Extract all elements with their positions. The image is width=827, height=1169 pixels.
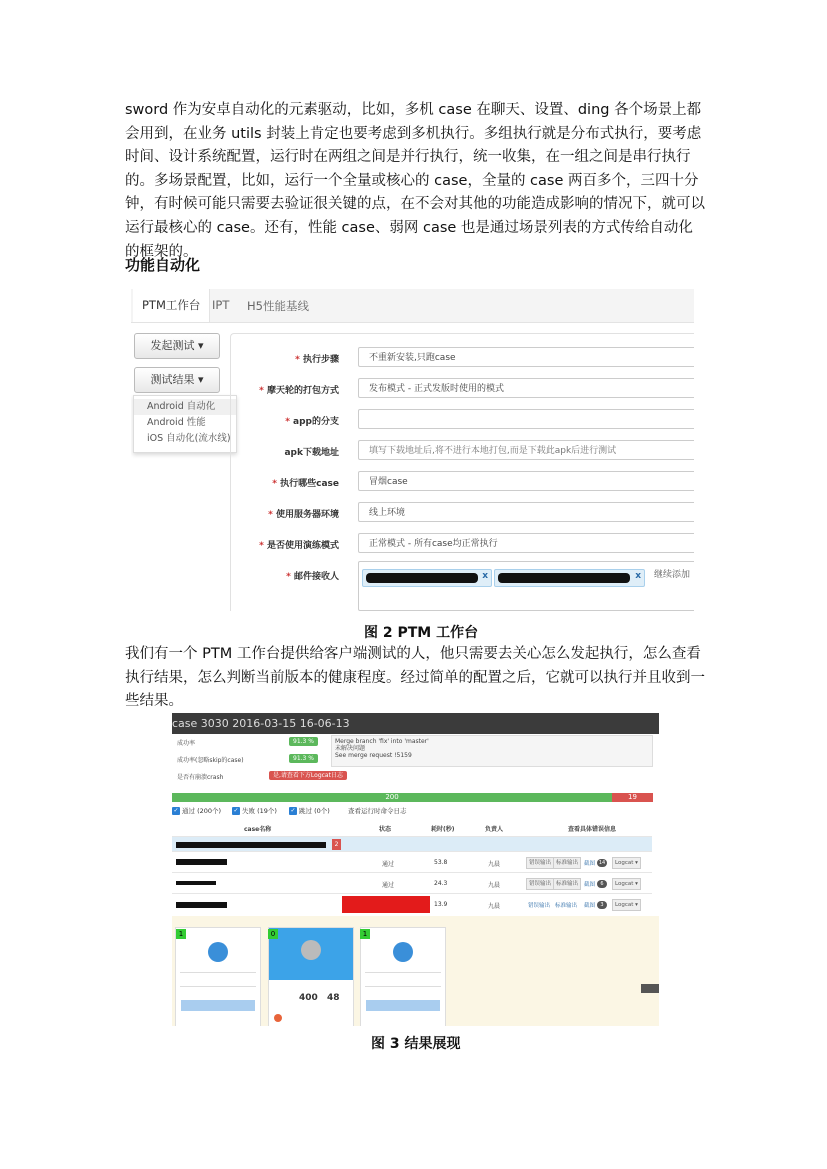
case-status: 通过 xyxy=(382,882,395,889)
screenshot-index-badge: 1 xyxy=(176,929,186,939)
scroll-handle[interactable] xyxy=(641,984,659,993)
screenshot-link[interactable]: 截图 xyxy=(584,861,596,867)
group-row[interactable] xyxy=(172,836,652,852)
dropdown-item-android-auto[interactable]: Android 自动化 xyxy=(134,399,236,415)
case-owner: 九晨 xyxy=(488,903,501,910)
filter-pass-checkbox[interactable]: ✓ 通过 (200个) xyxy=(173,807,222,815)
commit-message: Merge branch 'fix' into 'master' 未解决问题 See merge request !5159 xyxy=(331,735,653,767)
case-select[interactable]: 冒烟case xyxy=(358,471,694,491)
filter-skip-checkbox[interactable]: ✓ 跳过 (0个) xyxy=(290,807,330,815)
device-screenshot[interactable] xyxy=(268,927,354,1026)
success-rate-badge: 91.3 % xyxy=(289,754,318,763)
field-label: * app的分支 xyxy=(285,417,339,427)
exec-steps-select[interactable]: 不重新安装,只跑case xyxy=(358,347,694,367)
table-row xyxy=(172,851,652,873)
screenshot-count: 3 xyxy=(597,901,607,909)
report-title-bar: case 3030 2016-03-15 16-06-13 xyxy=(172,713,659,734)
results-dropdown xyxy=(133,395,237,453)
field-label: * 摩天轮的打包方式 xyxy=(259,386,339,396)
device-screenshot[interactable] xyxy=(360,927,446,1026)
app-branch-input[interactable] xyxy=(358,409,694,429)
case-time: 24.3 xyxy=(434,880,448,887)
figure-2-caption: 图 2 PTM 工作台 xyxy=(364,625,479,641)
column-header: 耗时(秒) xyxy=(431,826,455,833)
app-logo-icon xyxy=(208,942,228,962)
pass-progress-bar: 200 xyxy=(172,793,612,802)
stat-label: 是否有崩溃crash xyxy=(177,774,224,781)
remove-tag-icon[interactable]: x xyxy=(482,571,488,581)
device-screenshot[interactable] xyxy=(175,927,261,1026)
dropdown-item-android-perf[interactable]: Android 性能 xyxy=(147,417,206,428)
redaction xyxy=(176,881,216,885)
screenshot-count: 6 xyxy=(597,880,607,888)
case-owner: 九晨 xyxy=(488,882,501,889)
login-button xyxy=(366,1000,440,1011)
column-header: 查看具体错误信息 xyxy=(568,826,617,833)
stat-number: 48 xyxy=(327,993,340,1003)
std-output-button[interactable]: 标准输出 xyxy=(553,878,581,890)
case-time: 13.9 xyxy=(434,901,448,908)
case-status: 通过 xyxy=(382,861,395,868)
table-row xyxy=(172,893,652,916)
continue-add-link[interactable]: 继续添加 xyxy=(654,570,691,580)
error-output-link[interactable]: 错误输出 xyxy=(528,903,551,909)
crash-badge[interactable]: 是,请查看下方Logcat日志 xyxy=(269,771,347,780)
package-mode-select[interactable]: 发布模式 - 正式发版时使用的模式 xyxy=(358,378,694,398)
screenshot-link[interactable]: 截图 xyxy=(584,903,596,909)
case-time: 53.8 xyxy=(434,859,448,866)
drill-mode-select[interactable]: 正常模式 - 所有case均正常执行 xyxy=(358,533,694,553)
fail-progress-bar: 19 xyxy=(612,793,653,802)
filter-fail-checkbox[interactable]: ✓ 失败 (19个) xyxy=(233,807,277,815)
server-env-select[interactable]: 线上环境 xyxy=(358,502,694,522)
remove-tag-icon[interactable]: x xyxy=(635,571,641,581)
stat-label: 成功率(忽略skip的case) xyxy=(177,757,244,764)
column-header: case名称 xyxy=(244,826,272,833)
avatar xyxy=(301,940,321,960)
ptm-workbench-screenshot xyxy=(131,289,694,611)
screenshot-index-badge: 1 xyxy=(360,929,370,939)
tab-ptm[interactable]: PTM工作台 xyxy=(133,289,210,322)
redaction xyxy=(366,573,478,583)
recipient-tag xyxy=(494,569,645,587)
start-test-button[interactable]: 发起测试 ▾ xyxy=(134,333,220,359)
figure-3-caption: 图 3 结果展现 xyxy=(371,1036,461,1052)
tab-h5-baseline[interactable]: H5性能基线 xyxy=(247,299,309,313)
group-count-badge: 2 xyxy=(332,839,341,850)
field-label: * 邮件接收人 xyxy=(286,572,339,582)
error-output-button[interactable]: 错误输出 xyxy=(526,857,554,869)
stat-number: 400 xyxy=(299,993,318,1003)
column-header: 状态 xyxy=(379,826,392,833)
redaction xyxy=(498,573,630,583)
screenshot-index-badge: 0 xyxy=(268,929,278,939)
dropdown-item-ios-auto[interactable]: iOS 自动化(流水线) xyxy=(147,433,231,444)
logcat-dropdown[interactable]: Logcat ▾ xyxy=(612,857,641,869)
failed-status-cell xyxy=(342,896,430,913)
command-log-link[interactable]: 查看运行时命令日志 xyxy=(348,807,407,815)
mail-recipients-input[interactable] xyxy=(358,561,694,611)
logcat-dropdown[interactable]: Logcat ▾ xyxy=(612,878,641,890)
logcat-dropdown[interactable]: Logcat ▾ xyxy=(612,899,641,911)
column-header: 负责人 xyxy=(485,826,504,833)
app-logo-icon xyxy=(393,942,413,962)
menu-icon xyxy=(274,1014,282,1022)
section-heading: 功能自动化 xyxy=(125,256,201,274)
error-output-button[interactable]: 错误输出 xyxy=(526,878,554,890)
redaction xyxy=(176,842,326,848)
tab-ipt[interactable]: IPT xyxy=(212,298,230,312)
case-owner: 九晨 xyxy=(488,861,501,868)
screenshot-count: 14 xyxy=(598,860,606,866)
field-label: * 执行步骤 xyxy=(295,355,339,365)
field-label: * 是否使用演练模式 xyxy=(259,541,339,551)
test-results-button[interactable]: 测试结果 ▾ xyxy=(134,367,220,393)
std-output-link[interactable]: 标准输出 xyxy=(555,903,578,909)
field-label: * 使用服务器环境 xyxy=(268,510,339,520)
apk-url-input[interactable]: 填写下载地址后,将不进行本地打包,而是下载此apk后进行测试 xyxy=(358,440,694,460)
screenshot-link[interactable]: 截图 xyxy=(584,882,596,888)
result-screenshot xyxy=(172,713,659,1026)
success-rate-badge: 91.3 % xyxy=(289,737,318,746)
std-output-button[interactable]: 标准输出 xyxy=(553,857,581,869)
table-row xyxy=(172,872,652,894)
stat-label: 成功率 xyxy=(177,740,196,747)
intro-paragraph: sword 作为安卓自动化的元素驱动，比如，多机 case 在聊天、设置、ding 各个场景上都会用到，在业务 utils 封装上肯定也要考虑到多机执行。多组执行就是分布式执行，要考虑时间、设计系统配置，运行时在两组之间是并行执行，统一收集，在一组之间是串行执行的。多场景配置，比如，运行一个全量或核心的 case，全量的 case 两百多个，三四十分钟，有时候可能只需要去验证很关键的点，在不会对其他的功能造成影响的情况下，就可以运行最核心的 case。还有，性能 case、弱网 case 也是通过场景列表的方式传给自动化的框架的。 xyxy=(125,102,705,260)
redaction xyxy=(176,859,227,865)
redaction xyxy=(176,902,227,908)
field-label: * 执行哪些case xyxy=(272,479,339,489)
tab-bar xyxy=(131,289,694,323)
login-button xyxy=(181,1000,255,1011)
recipient-tag xyxy=(362,569,492,587)
field-label: apk下载地址 xyxy=(284,448,339,458)
body-paragraph: 我们有一个 PTM 工作台提供给客户端测试的人，他只需要去关心怎么发起执行，怎么查看执行结果，怎么判断当前版本的健康程度。经过简单的配置之后，它就可以执行并且收到一些结果。 xyxy=(125,646,705,710)
